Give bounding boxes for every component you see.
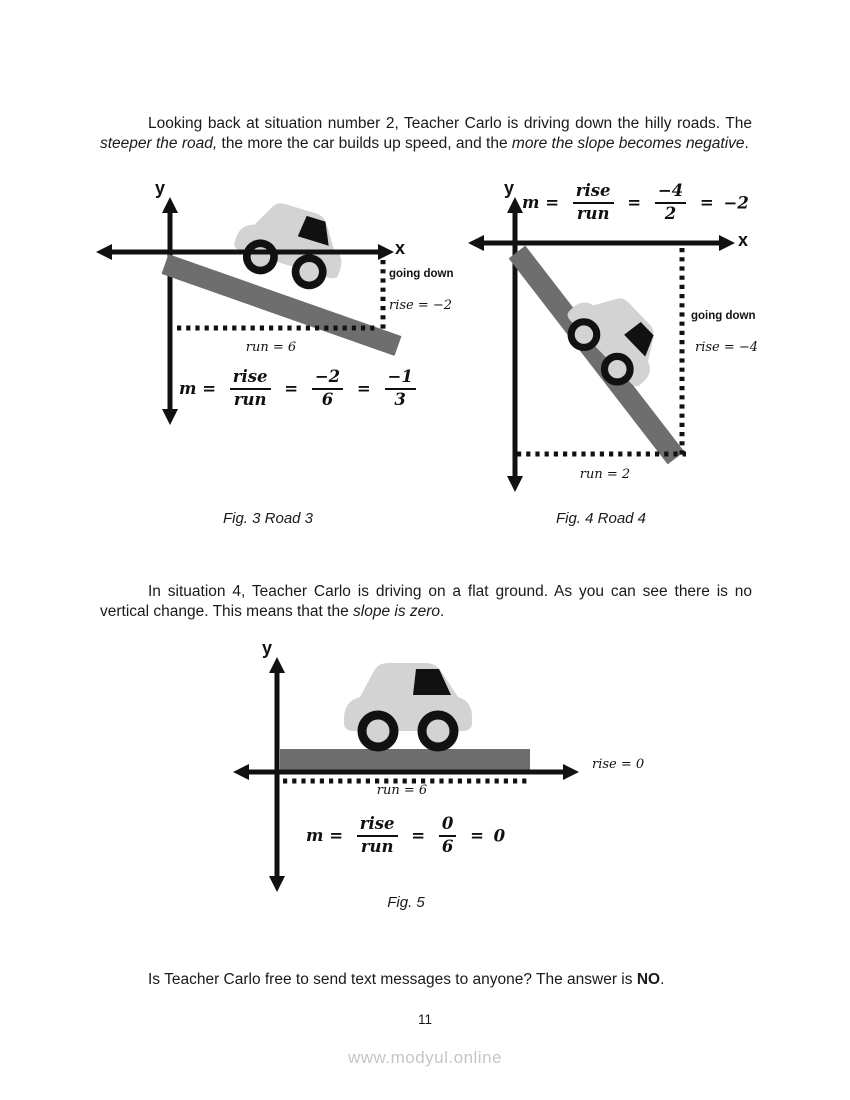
paragraph-text: Is Teacher Carlo free to send text messages to anyone? The answer is [148,970,637,988]
y-axis-label: y [504,178,515,198]
x-axis-label: x [738,230,749,250]
arrow-left-icon [233,764,249,780]
y-axis-label: y [262,638,273,658]
car-wheel [243,240,277,274]
italic-segment: slope is zero [353,603,441,620]
page-number: 11 [417,1012,432,1027]
slope-formula: m = $\frac{\text{rise}}{\text{run}}$ = $\frac{-2}{6}$ = $\frac{-1}{3}$ [175,368,385,410]
x-axis [468,235,735,251]
figure-5-caption: Fig. 5 [387,894,425,911]
fraction: $\frac{-4}{2}$ [655,182,686,224]
paragraph-situation-2 [100,114,752,155]
paragraph-text: . [440,603,445,620]
going-down-label: going down [691,310,756,322]
fraction: $\frac{0}{6}$ [439,815,456,857]
figure-5-drawing [230,640,680,920]
paragraph-text: In situation 4, Teacher Carlo is driving on a flat ground. As you can see there is no vertical change. This means that the [100,582,752,620]
car-wheel [292,255,326,289]
car-wheel [422,715,454,747]
arrow-down-icon [162,409,178,425]
bold-answer: NO [636,970,661,988]
fraction: $\frac{\text{rise}}{\text{run}}$ [230,368,271,410]
paragraph-text: Looking back at situation number 2, Teacher Carlo is driving down the hilly roads. The [148,114,752,132]
arrow-left-icon [96,244,112,260]
fraction: $\frac{\text{rise}}{\text{run}}$ [357,815,398,857]
going-down-label: going down [389,268,454,280]
arrow-left-icon [468,235,484,251]
formula-lhs: m = [306,826,344,846]
formula-lhs: m = [179,379,217,399]
italic-segment: more the slope becomes negative [511,135,745,152]
paragraph-situation-4 [100,582,752,623]
figure-4-caption: Fig. 4 Road 4 [555,510,647,527]
arrow-right-icon [378,244,394,260]
fraction: $\frac{-2}{6}$ [312,368,343,410]
run-value-label: run = 6 [376,783,428,798]
run-value-label: run = 6 [245,340,297,355]
slope-formula: m = $\frac{\text{rise}}{\text{run}}$ = $\frac{0}{6}$ = 0 [306,814,506,856]
arrow-up-icon [269,657,285,673]
figure-5-flat-road [230,640,680,920]
watermark: www.modyul.online [347,1048,502,1067]
formula-lhs: m = [522,193,560,213]
x-axis-label: x [395,238,406,258]
slope-formula: m = $\frac{\text{rise}}{\text{run}}$ = $\frac{-4}{2}$ = −2 [522,181,749,223]
arrow-down-icon [507,476,523,492]
y-axis-label: y [155,178,166,198]
formula-result: −2 [723,193,749,213]
italic-segment: steeper the road, [100,135,218,152]
rise-value-label: rise = 0 [592,757,645,772]
arrow-right-icon [563,764,579,780]
car-icon [344,663,472,747]
paragraph-text: . [660,970,665,988]
run-value-label: run = 2 [579,467,631,482]
rise-value-label: rise = −4 [695,340,759,355]
arrow-up-icon [162,197,178,213]
paragraph-text: . [744,135,749,152]
car-icon [229,193,354,293]
paragraph-text: the more the car builds up speed, and the [217,135,512,152]
road-slope [517,252,676,458]
question-paragraph [100,970,752,991]
figure-3-caption: Fig. 3 Road 3 [222,510,314,527]
arrow-right-icon [719,235,735,251]
fraction: $\frac{\text{rise}}{\text{run}}$ [573,182,614,224]
road-flat [280,749,530,771]
figure-3-road-3 [95,180,465,425]
car-icon [556,277,675,397]
formula-result: 0 [493,826,506,846]
rise-value-label: rise = −2 [389,298,453,313]
road-slope [165,264,398,346]
car-wheel [362,715,394,747]
figure-4-road-4 [460,180,770,500]
fraction: $\frac{-1}{3}$ [385,368,416,410]
arrow-down-icon [269,876,285,892]
